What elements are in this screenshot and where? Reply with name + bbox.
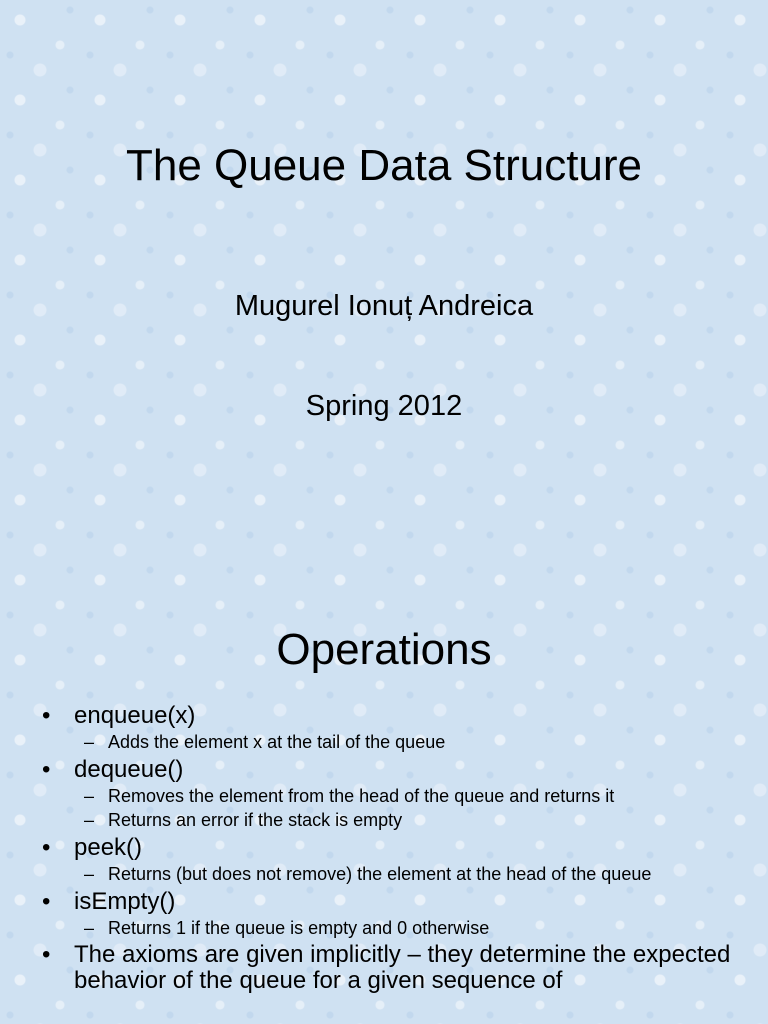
- sub-item-text: Adds the element x at the tail of the queue: [108, 732, 446, 752]
- bullet-enqueue: [0, 702, 768, 752]
- bullet-dot-icon: •: [42, 834, 51, 861]
- bullet-text: isEmpty(): [74, 888, 176, 915]
- bullet-dot-icon: •: [42, 941, 51, 968]
- bullet-text: peek(): [74, 834, 143, 861]
- dash-icon: –: [84, 810, 95, 830]
- bullet-isempty: [0, 888, 768, 938]
- sub-item-text: Returns 1 if the queue is empty and 0 otherwise: [108, 918, 490, 938]
- sub-item: [74, 810, 738, 830]
- bullet-dot-icon: •: [42, 702, 51, 729]
- author-name: Mugurel Ionuț Andreica: [234, 290, 534, 322]
- sub-item-text: Returns (but does not remove) the element at the head of the queue: [108, 864, 652, 884]
- sub-list: [74, 864, 738, 884]
- bullet-text: enqueue(x): [74, 702, 196, 729]
- presentation-date: Spring 2012: [305, 390, 463, 422]
- sub-list: [74, 786, 738, 830]
- dash-icon: –: [84, 786, 95, 806]
- bullet-dot-icon: •: [42, 888, 51, 915]
- operations-list: [0, 702, 768, 994]
- dash-icon: –: [84, 732, 95, 752]
- sub-list: [74, 732, 738, 752]
- sub-item-text: Returns an error if the stack is empty: [108, 810, 403, 830]
- bullet-peek: [0, 834, 768, 884]
- slide-title: The Queue Data Structure: [125, 141, 643, 190]
- operations-title: Operations: [276, 625, 492, 674]
- dash-icon: –: [84, 918, 95, 938]
- sub-item-text: Removes the element from the head of the queue and returns it: [108, 786, 615, 806]
- sub-item: [74, 864, 738, 884]
- bullet-dot-icon: •: [42, 756, 51, 783]
- bullet-dequeue: [0, 756, 768, 830]
- bullet-axioms: [0, 942, 768, 994]
- sub-item: [74, 786, 738, 806]
- operations-slide: [0, 560, 768, 1024]
- dash-icon: –: [84, 864, 95, 884]
- bullet-text: The axioms are given implicitly – they determine the expected behavior of the queue for a given sequence of: [74, 941, 731, 994]
- bullet-text: dequeue(): [74, 756, 184, 783]
- sub-item: [74, 732, 738, 752]
- sub-list: [74, 918, 738, 938]
- sub-item: [74, 918, 738, 938]
